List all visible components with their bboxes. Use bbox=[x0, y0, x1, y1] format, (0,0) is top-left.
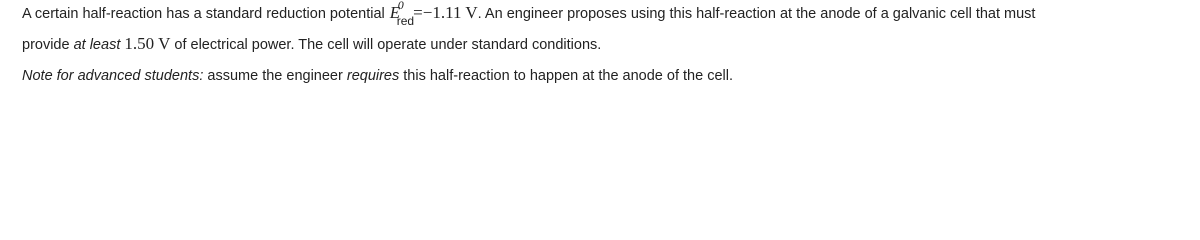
note-mid-text: assume the engineer bbox=[203, 68, 347, 84]
at-least-emphasis: at least bbox=[73, 37, 121, 53]
reduction-potential-symbol bbox=[389, 0, 415, 28]
problem-line-2 bbox=[22, 34, 601, 55]
line2-lead-text: provide bbox=[22, 37, 74, 53]
problem-intro-text: A certain half-reaction has a standard reduction potential bbox=[22, 6, 389, 22]
problem-intro-continuation: . An engineer proposes using this half-reaction at the anode of a galvanic cell that must bbox=[477, 6, 1036, 22]
advanced-note bbox=[22, 66, 733, 86]
requires-emphasis: requires bbox=[346, 68, 400, 84]
symbol-superscript: 0 bbox=[397, 0, 404, 12]
note-label: Note for advanced students: bbox=[22, 68, 204, 84]
symbol-subscript: red bbox=[396, 14, 415, 28]
line2-trailing-text: of electrical power. The cell will operate under standard conditions. bbox=[170, 37, 602, 53]
problem-line-1 bbox=[22, 0, 1036, 28]
note-trailing-text: this half-reaction to happen at the anode of the cell. bbox=[399, 68, 733, 84]
symbol-e: E bbox=[389, 3, 401, 22]
required-voltage-value: 1.50 V bbox=[124, 34, 171, 53]
potential-value: =−1.11 V bbox=[413, 3, 478, 22]
